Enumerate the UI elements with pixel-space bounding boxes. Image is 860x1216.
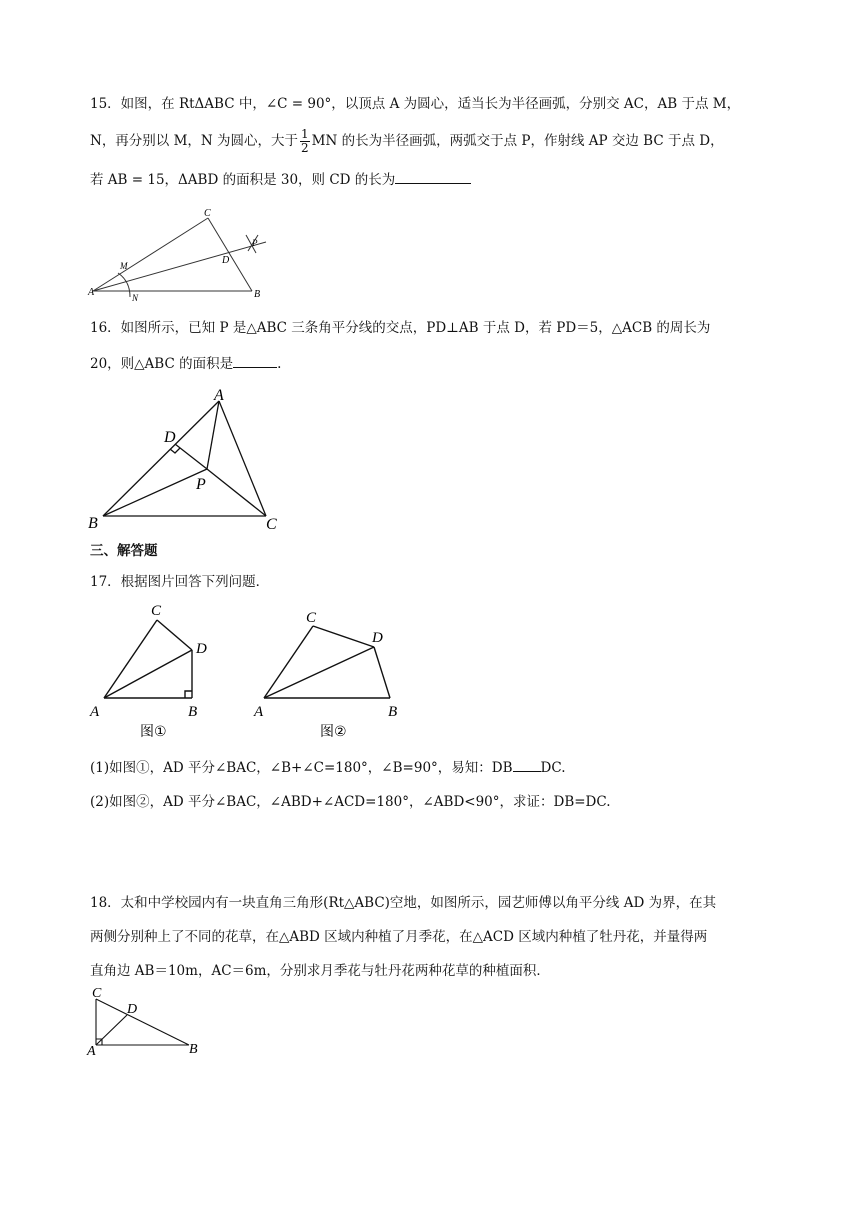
segment-bd	[374, 647, 390, 698]
figure-caption-2: 图②	[320, 724, 347, 740]
arc-mn	[118, 273, 130, 297]
label-a: A	[214, 387, 224, 404]
label-d: D	[222, 255, 230, 266]
label-c: C	[92, 986, 102, 1001]
segment-dc	[157, 620, 192, 650]
q15-line3-text: 若 AB = 15，ΔABD 的面积是 30，则 CD 的长为	[90, 172, 396, 188]
answer-blank	[233, 355, 277, 368]
segment-ad	[264, 647, 374, 698]
label-b: B	[388, 704, 398, 720]
label-n: N	[132, 293, 139, 303]
q16-figure	[86, 382, 286, 532]
q18-line2: 两侧分别种上了不同的花草，在△ABD 区域内种植了月季花，在△ACD 区域内种植了牡丹花，并量得两	[90, 929, 708, 945]
q18-figure	[86, 983, 216, 1058]
label-d: D	[196, 641, 207, 657]
label-a: A	[90, 704, 100, 720]
segment-dc	[313, 626, 374, 647]
q17-figure-1	[86, 600, 236, 745]
segment-ac	[93, 218, 208, 291]
segment-ba	[103, 401, 219, 516]
label-b: B	[88, 515, 98, 532]
label-b: B	[188, 704, 198, 720]
q15-figure	[88, 205, 278, 305]
label-p: P	[252, 238, 258, 248]
q16-line2-text: 20，则△ABC 的面积是	[90, 356, 234, 372]
label-p: P	[196, 476, 206, 493]
label-b: B	[254, 289, 261, 300]
label-a: A	[87, 1044, 96, 1059]
q15-line1: 15．如图，在 RtΔABC 中，∠C = 90°，以顶点 A 为圆心，适当长为半径画弧，分别交 AC，AB 于点 M，	[90, 96, 741, 112]
q17-line1: 17．根据图片回答下列问题．	[90, 574, 270, 590]
label-c: C	[306, 610, 317, 626]
q17-part1-b: DC.	[540, 760, 566, 776]
q15-line2	[90, 128, 780, 155]
label-a: A	[88, 287, 95, 298]
q17-figure-2	[252, 600, 422, 745]
q18-line3: 直角边 AB＝10m，AC＝6m，分别求月季花与牡丹花两种花草的种植面积．	[90, 963, 550, 979]
section-title: 三、解答题	[90, 543, 158, 559]
segment-cb	[96, 999, 189, 1045]
label-d: D	[127, 1002, 138, 1017]
figure-caption-1: 图①	[140, 724, 167, 740]
answer-blank	[395, 171, 471, 184]
q15-line2-b: MN 的长为半径画弧，两弧交于点 P，作射线 AP 交边 BC 于点 D，	[311, 133, 724, 149]
label-c: C	[266, 516, 277, 533]
segment-ad	[96, 1015, 127, 1045]
label-c: C	[151, 603, 162, 619]
q17-part1-a: (1)如图①，AD 平分∠BAC，∠B+∠C=180°，∠B=90°，易知：DB	[90, 760, 513, 776]
q17-part2: (2)如图②，AD 平分∠BAC，∠ABD+∠ACD=180°，∠ABD<90°，求证：DB=DC.	[90, 794, 611, 810]
label-b: B	[189, 1042, 198, 1057]
q16-line2	[90, 354, 780, 374]
q16-line1: 16．如图所示，已知 P 是△ABC 三条角平分线的交点，PD⊥AB 于点 D，若 PD＝5，△ACB 的周长为	[90, 320, 711, 336]
segment-ac	[219, 401, 266, 516]
answer-blank	[513, 759, 541, 772]
segment-ad	[104, 650, 192, 698]
q17-part1	[90, 758, 780, 778]
q15-line2-a: N，再分别以 M，N 为圆心，大于	[90, 133, 299, 149]
fraction-denominator: 2	[301, 141, 309, 155]
segment-bc	[208, 218, 252, 291]
fraction-one-half	[300, 128, 310, 155]
label-m: M	[120, 261, 128, 271]
segment-bp	[103, 469, 207, 516]
segment-pc	[207, 469, 266, 516]
label-d: D	[164, 429, 176, 446]
segment-dp	[175, 444, 207, 469]
right-angle-mark	[185, 691, 192, 698]
q18-line1: 18．太和中学校园内有一块直角三角形(Rt△ABC)空地，如图所示，园艺师傅以角平分线 AD 为界，在其	[90, 895, 717, 911]
label-d: D	[372, 630, 383, 646]
q15-line3	[90, 170, 780, 190]
segment-ca	[104, 620, 157, 698]
ray-ap	[93, 242, 266, 291]
label-c: C	[204, 208, 211, 219]
q16-line2-end: .	[277, 356, 282, 372]
label-a: A	[254, 704, 264, 720]
fraction-numerator: 1	[301, 127, 309, 141]
